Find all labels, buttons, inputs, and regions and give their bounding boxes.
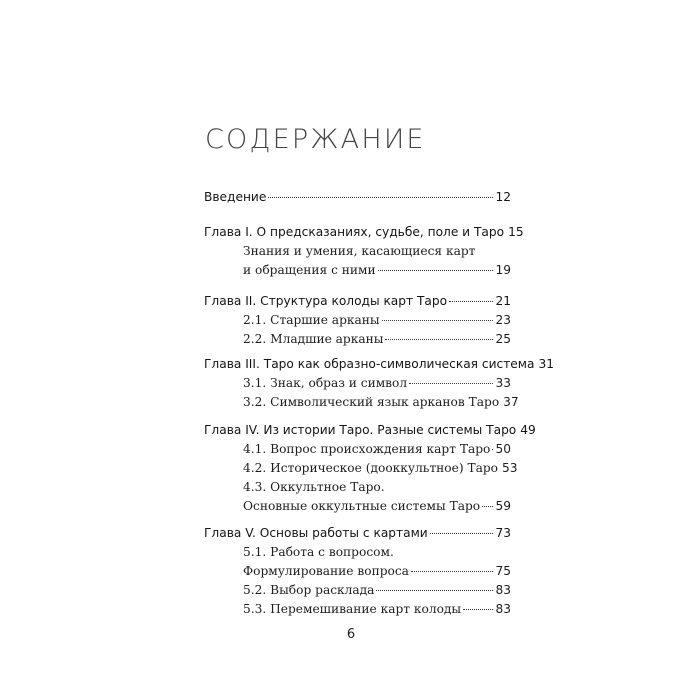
dot-leader	[378, 262, 494, 271]
toc-entry-section-5-2	[243, 580, 511, 600]
page-number: 6	[346, 627, 356, 642]
toc-page-number: 73	[495, 526, 511, 540]
dot-leader	[409, 375, 493, 384]
toc-entry-section-5-3	[243, 599, 511, 619]
toc-entry-title: Знания и умения, касающиеся карт	[243, 244, 476, 258]
toc-page-number: 50	[495, 442, 511, 456]
dot-leader	[411, 563, 494, 572]
toc-entry-title: Глава I. О предсказаниях, судьбе, поле и Таро	[204, 225, 505, 239]
toc-entry-section-3-2	[243, 392, 519, 412]
dot-leader	[492, 441, 493, 450]
toc-page-number: 33	[495, 376, 511, 390]
dot-leader	[385, 331, 493, 340]
toc-entry-section-2-2	[243, 329, 511, 349]
toc-page-number: 12	[495, 190, 511, 204]
toc-page-number: 75	[495, 564, 511, 578]
toc-entry-title: 3.1. Знак, образ и символ	[243, 376, 408, 390]
toc-page-number: 19	[495, 263, 511, 277]
toc-entry-title: Глава II. Структура колоды карт Таро	[204, 294, 448, 308]
toc-entry-title: Глава IV. Из истории Таро. Разные системы Таро	[204, 423, 517, 437]
dot-leader	[430, 525, 494, 534]
toc-page-number: 53	[502, 461, 518, 475]
toc-page-number: 37	[503, 395, 519, 409]
toc-entry-chapter-1	[204, 222, 524, 242]
toc-entry-title: 5.1. Работа с вопросом.	[243, 545, 394, 559]
toc-entry-title: 4.3. Оккультное Таро.	[243, 480, 385, 494]
toc-page-number: 59	[495, 499, 511, 513]
toc-entry-chapter-2	[204, 291, 511, 311]
toc-page-number: 83	[495, 602, 511, 616]
toc-entry-title: 2.2. Младшие арканы	[243, 332, 384, 346]
toc-entry-section-4-3	[243, 496, 511, 516]
toc-entry-title: 4.2. Историческое (дооккультное) Таро	[243, 461, 499, 475]
toc-entry-title: Введение	[204, 190, 267, 204]
toc-page-number: 25	[495, 332, 511, 346]
dot-leader	[268, 189, 493, 198]
toc-page-number: 23	[495, 313, 511, 327]
toc-entry-title: Основные оккультные системы Таро	[243, 499, 481, 513]
dot-leader	[482, 498, 493, 507]
toc-entry-section-5-1-line-1	[243, 542, 511, 562]
toc-entry-title: 4.1. Вопрос происхождения карт Таро	[243, 442, 491, 456]
toc-entry-title: Глава V. Основы работы с картами	[204, 526, 428, 540]
toc-entry-section-4-2	[243, 458, 518, 478]
toc-page-number: 83	[495, 583, 511, 597]
toc-entry-section-3-1	[243, 373, 511, 393]
dot-leader	[376, 582, 493, 591]
toc-entry-title: 2.1. Старшие арканы	[243, 313, 380, 327]
toc-entry-title: 3.2. Символический язык арканов Таро	[243, 395, 500, 409]
toc-entry-section-4-1	[243, 439, 511, 459]
toc-entry-chapter-3	[204, 354, 554, 374]
toc-entry-introduction	[204, 187, 511, 207]
toc-entry-title: 5.3. Перемешивание карт колоды	[243, 602, 462, 616]
toc-page-number: 31	[538, 357, 554, 371]
toc-page-number: 49	[520, 423, 536, 437]
contents-heading: СОДЕРЖАНИЕ	[205, 124, 426, 155]
dot-leader	[382, 312, 494, 321]
toc-entry-chapter-5	[204, 523, 511, 543]
toc-entry-chapter-1-section	[243, 260, 511, 280]
toc-entry-title: и обращения с ними	[243, 263, 376, 277]
dot-leader	[449, 293, 493, 302]
toc-entry-title: 5.2. Выбор расклада	[243, 583, 375, 597]
toc-entry-chapter-4	[204, 420, 536, 440]
toc-entry-chapter-1-section-line-1	[243, 241, 511, 261]
toc-page-number: 15	[508, 225, 524, 239]
toc-entry-section-5-1	[243, 561, 511, 581]
dot-leader	[463, 601, 493, 610]
toc-entry-section-2-1	[243, 310, 511, 330]
toc-entry-title: Формулирование вопроса	[243, 564, 409, 578]
toc-page-number: 21	[495, 294, 511, 308]
toc-entry-section-4-3-line-1	[243, 477, 511, 497]
toc-entry-title: Глава III. Таро как образно-символическая система	[204, 357, 535, 371]
